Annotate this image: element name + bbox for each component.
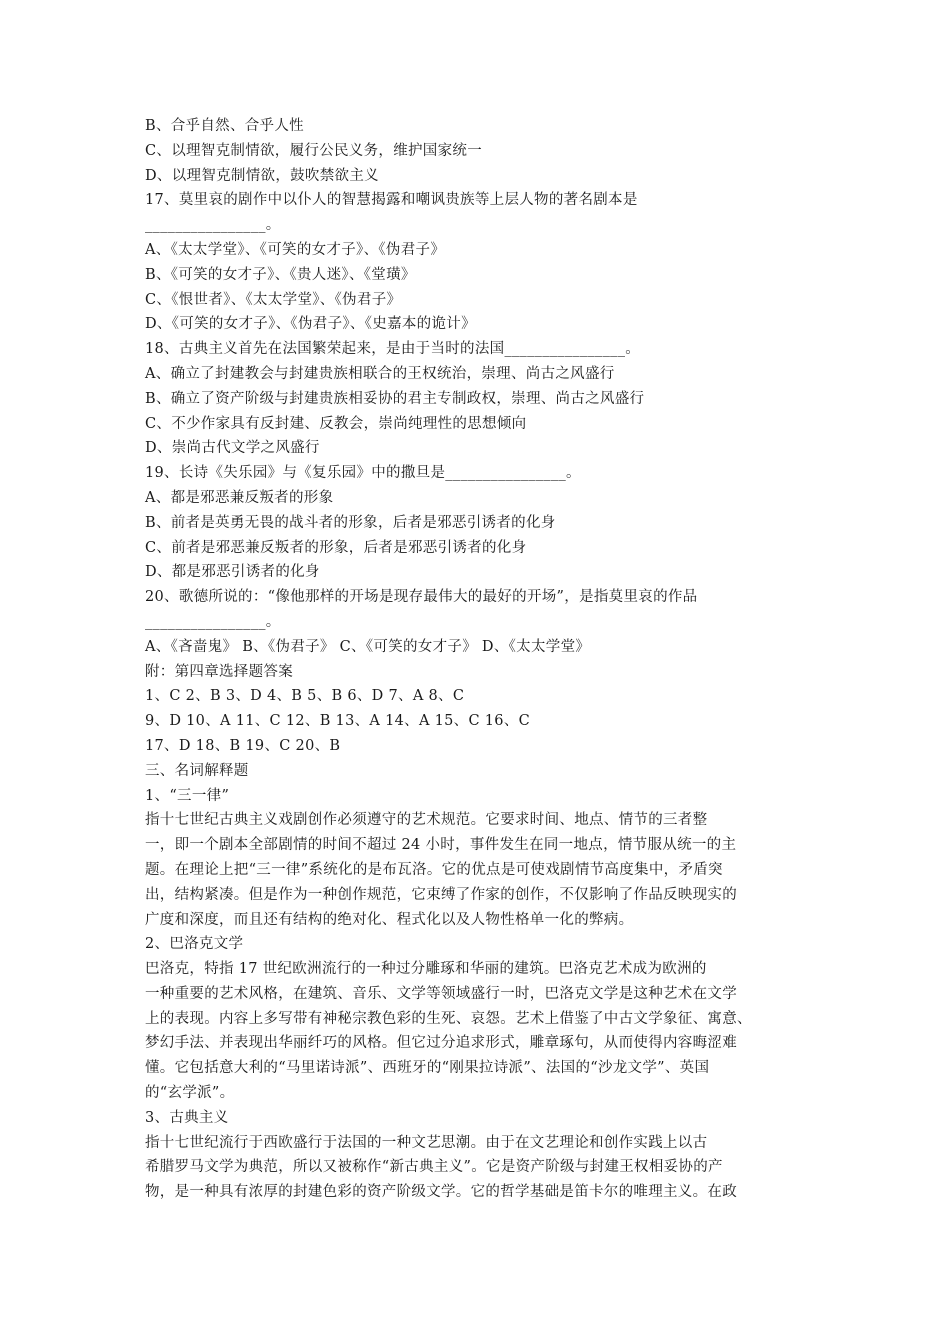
document-body <box>145 114 815 1205</box>
text-line: 附：第四章选择题答案 <box>145 663 293 680</box>
text-line: 一种重要的艺术风格，在建筑、音乐、文学等领域盛行一时，巴洛克文学是这种艺术在文学 <box>145 985 737 1002</box>
text-line: D、都是邪恶引诱者的化身 <box>145 564 320 581</box>
text-line: 梦幻手法、并表现出华丽纤巧的风格。但它过分追求形式，雕章琢句，从而使得内容晦涩难 <box>145 1035 737 1052</box>
text-line: B、合乎自然、合乎人性 <box>145 118 304 134</box>
text-line: 三、名词解释题 <box>145 762 249 779</box>
text-line: 17、莫里哀的剧作中以仆人的智慧揭露和嘲讽贵族等上层人物的著名剧本是 <box>145 192 638 209</box>
text-line: 指十七世纪流行于西欧盛行于法国的一种文艺思潮。由于在文艺理论和创作实践上以古 <box>145 1134 708 1151</box>
text-line: 3、古典主义 <box>145 1109 229 1126</box>
text-line: D、崇尚古代文学之风盛行 <box>145 440 320 457</box>
text-line: C、前者是邪恶兼反叛者的形象，后者是邪恶引诱者的化身 <box>145 539 527 556</box>
text-line: A、都是邪恶兼反叛者的形象 <box>145 489 334 506</box>
text-line: A、确立了封建教会与封建贵族相联合的王权统治，崇理、尚古之风盛行 <box>145 365 615 382</box>
text-line: 巴洛克，特指 17 世纪欧洲流行的一种过分雕琢和华丽的建筑。巴洛克艺术成为欧洲的 <box>145 961 707 978</box>
text-line: 上的表现。内容上多写带有神秘宗教色彩的生死、哀怨。艺术上借鉴了中古文学象征、寓意、 <box>145 1010 752 1027</box>
text-line: 19、长诗《失乐园》与《复乐园》中的撒旦是________________。 <box>145 465 581 482</box>
text-line: B、前者是英勇无畏的战斗者的形象，后者是邪恶引诱者的化身 <box>145 514 556 531</box>
text-line: ________________。 <box>145 613 281 630</box>
text-line: A、《吝啬鬼》 B、《伪君子》 C、《可笑的女才子》 D、《太太学堂》 <box>145 638 591 655</box>
text-line: 指十七世纪古典主义戏剧创作必须遵守的艺术规范。它要求时间、地点、情节的三者整 <box>145 812 708 829</box>
text-line: B、《可笑的女才子》、《贵人迷》、《堂璜》 <box>145 266 416 283</box>
text-line: 广度和深度，而且还有结构的绝对化、程式化以及人物性格单一化的弊病。 <box>145 911 634 928</box>
text-line: C、不少作家具有反封建、反教会，崇尚纯理性的思想倾向 <box>145 415 527 432</box>
text-line: 2、巴洛克文学 <box>145 936 244 953</box>
text-line: 9、D 10、A 11、C 12、B 13、A 14、A 15、C 16、C <box>145 713 531 730</box>
text-line: 17、D 18、B 19、C 20、B <box>145 737 341 754</box>
text-line: A、《太太学堂》、《可笑的女才子》、《伪君子》 <box>145 241 446 258</box>
text-line: 题。在理论上把“三一律”系统化的是布瓦洛。它的优点是可使戏剧情节高度集中，矛盾突 <box>145 861 723 878</box>
text-line: 一，即一个剧本全部剧情的时间不超过 24 小时，事件发生在同一地点，情节服从统一的主 <box>145 837 737 854</box>
text-line: 懂。它包括意大利的“马里诺诗派”、西班牙的“刚果拉诗派”、法国的“沙龙文学”、英国 <box>145 1060 710 1077</box>
text-line: 物，是一种具有浓厚的封建色彩的资产阶级文学。它的哲学基础是笛卡尔的唯理主义。在政 <box>145 1184 737 1201</box>
text-line: ________________。 <box>145 217 281 234</box>
text-line: C、《恨世者》、《太太学堂》、《伪君子》 <box>145 291 402 308</box>
text-line: 20、歌德所说的：“像他那样的开场是现存最伟大的最好的开场”，是指莫里哀的作品 <box>145 589 698 606</box>
text-line: 18、古典主义首先在法国繁荣起来，是由于当时的法国________________。 <box>145 341 641 358</box>
text-line: C、以理智克制情欲，履行公民义务，维护国家统一 <box>145 142 482 159</box>
text-line: 1、C 2、B 3、D 4、B 5、B 6、D 7、A 8、C <box>145 688 465 705</box>
text-line: 的“玄学派”。 <box>145 1085 235 1102</box>
text-line: D、以理智克制情欲，鼓吹禁欲主义 <box>145 167 379 184</box>
text-line: 出，结构紧凑。但是作为一种创作规范，它束缚了作家的创作，不仅影响了作品反映现实的 <box>145 886 737 903</box>
text-line: B、确立了资产阶级与封建贵族相妥协的君主专制政权，崇理、尚古之风盛行 <box>145 390 645 407</box>
text-line: D、《可笑的女才子》、《伪君子》、《史嘉本的诡计》 <box>145 316 476 333</box>
text-line: 1、“三一律” <box>145 787 230 804</box>
text-line: 希腊罗马文学为典范，所以又被称作“新古典主义”。它是资产阶级与封建王权相妥协的产 <box>145 1159 723 1176</box>
